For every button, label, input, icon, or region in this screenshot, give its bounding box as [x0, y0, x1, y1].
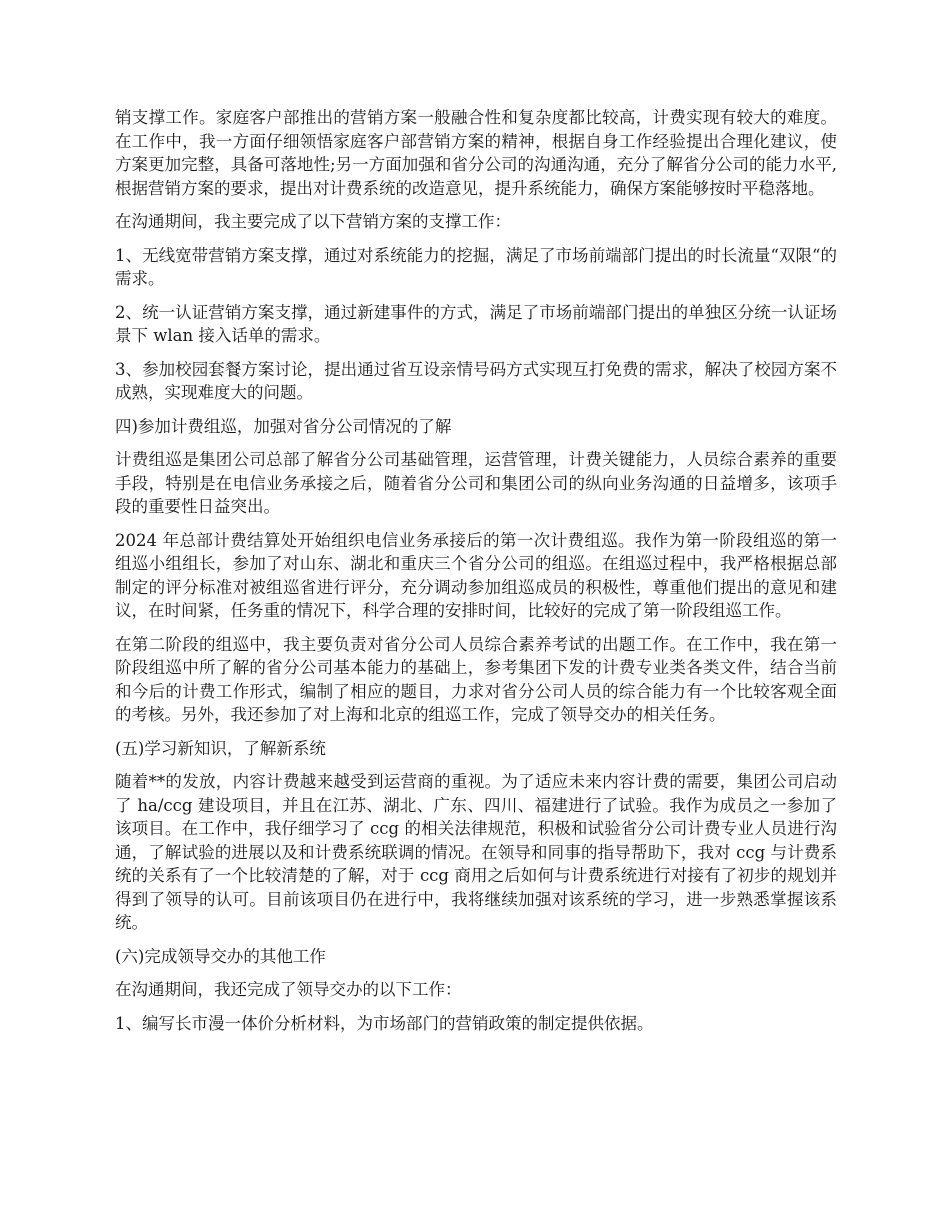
paragraph-item-auth: 2、统一认证营销方案支撑，通过新建事件的方式，满足了市场前端部门提出的单独区分统一认证场景下 wlan 接入话单的需求。: [115, 302, 837, 345]
paragraph-item-campus: 3、参加校园套餐方案讨论，提出通过省互设亲情号码方式实现互打免费的需求，解决了校园方案不成熟，实现难度大的问题。: [115, 359, 837, 402]
paragraph-intro-support: 在沟通期间，我主要完成了以下营销方案的支撑工作：: [115, 212, 511, 231]
paragraph-inspection-phase2: 在第二阶段的组巡中，我主要负责对省分公司人员综合素养考试的出题工作。在工作中，我在第一阶段组巡中所了解的省分公司基本能力的基础上，参考集团下发的计费专业类各类文件，结合当前和今后的计费工作形式，编制了相应的题目，力求对省分公司人员的综合能力有一个比较客观全面的考核。另外，我还参加了对上海和北京的组巡工作，完成了领导交办的相关任务。: [115, 634, 837, 724]
paragraph-new-system: 随着**的发放，内容计费越来越受到运营商的重视。为了适应未来内容计费的需要，集团公司启动了 ha/ccg 建设项目，并且在江苏、湖北、广东、四川、福建进行了试验。我作为成员之一参加了该项目。在工作中，我仔细学习了 ccg 的相关法律规范，积极和试验省分公司计费专业人员进行沟通，了解试验的进展以及和计费系统联调的情况。在领导和同事的指导帮助下，我对 ccg 与计费系统的关系有了一个比较清楚的了解，对于 ccg 商用之后如何与计费系统进行对接有了初步的规划并得到了领导的认可。目前该项目仍在进行中，我将继续加强对该系统的学习，进一步熟悉掌握该系统。: [115, 772, 837, 932]
document-body: [115, 106, 837, 1045]
paragraph-item-wireless: 1、无线宽带营销方案支撑，通过对系统能力的挖掘，满足了市场前端部门提出的时长流量“双限“的需求。: [115, 245, 837, 288]
section-heading-5: (五)学习新知识，了解新系统: [115, 738, 326, 758]
paragraph-inspection-phase1: 2024 年总部计费结算处开始组织电信业务承接后的第一次计费组巡。我作为第一阶段组巡的第一组巡小组组长，参加了对山东、湖北和重庆三个省分公司的组巡。在组巡过程中，我严格根据总部制定的评分标准对被组巡省进行评分，充分调动参加组巡成员的积极性，尊重他们提出的意见和建议，在时间紧，任务重的情况下，科学合理的安排时间，比较好的完成了第一阶段组巡工作。: [115, 530, 837, 620]
paragraph-item-analysis: 1、编写长市漫一体价分析材料，为市场部门的营销政策的制定提供依据。: [115, 1013, 654, 1033]
paragraph-other-intro: 在沟通期间，我还完成了领导交办的以下工作：: [115, 980, 462, 999]
section-heading-6: (六)完成领导交办的其他工作: [115, 946, 326, 966]
section-heading-4: 四)参加计费组巡，加强对省分公司情况的了解: [115, 416, 452, 436]
paragraph-support-work: 销支撑工作。家庭客户部推出的营销方案一般融合性和复杂度都比较高，计费实现有较大的难度。在工作中，我一方面仔细领悟家庭客户部营销方案的精神，根据自身工作经验提出合理化建议，使方案更加完整，具备可落地性;另一方面加强和省分公司的沟通沟通，充分了解省分公司的能力水平,根据营销方案的要求，提出对计费系统的改造意见，提升系统能力，确保方案能够按时平稳落地。: [115, 108, 837, 198]
paragraph-inspection-intro: 计费组巡是集团公司总部了解省分公司基础管理，运营管理，计费关键能力，人员综合素养的重要手段，特别是在电信业务承接之后，随着省分公司和集团公司的纵向业务沟通的日益增多，该项手段的重要性日益突出。: [115, 450, 837, 516]
